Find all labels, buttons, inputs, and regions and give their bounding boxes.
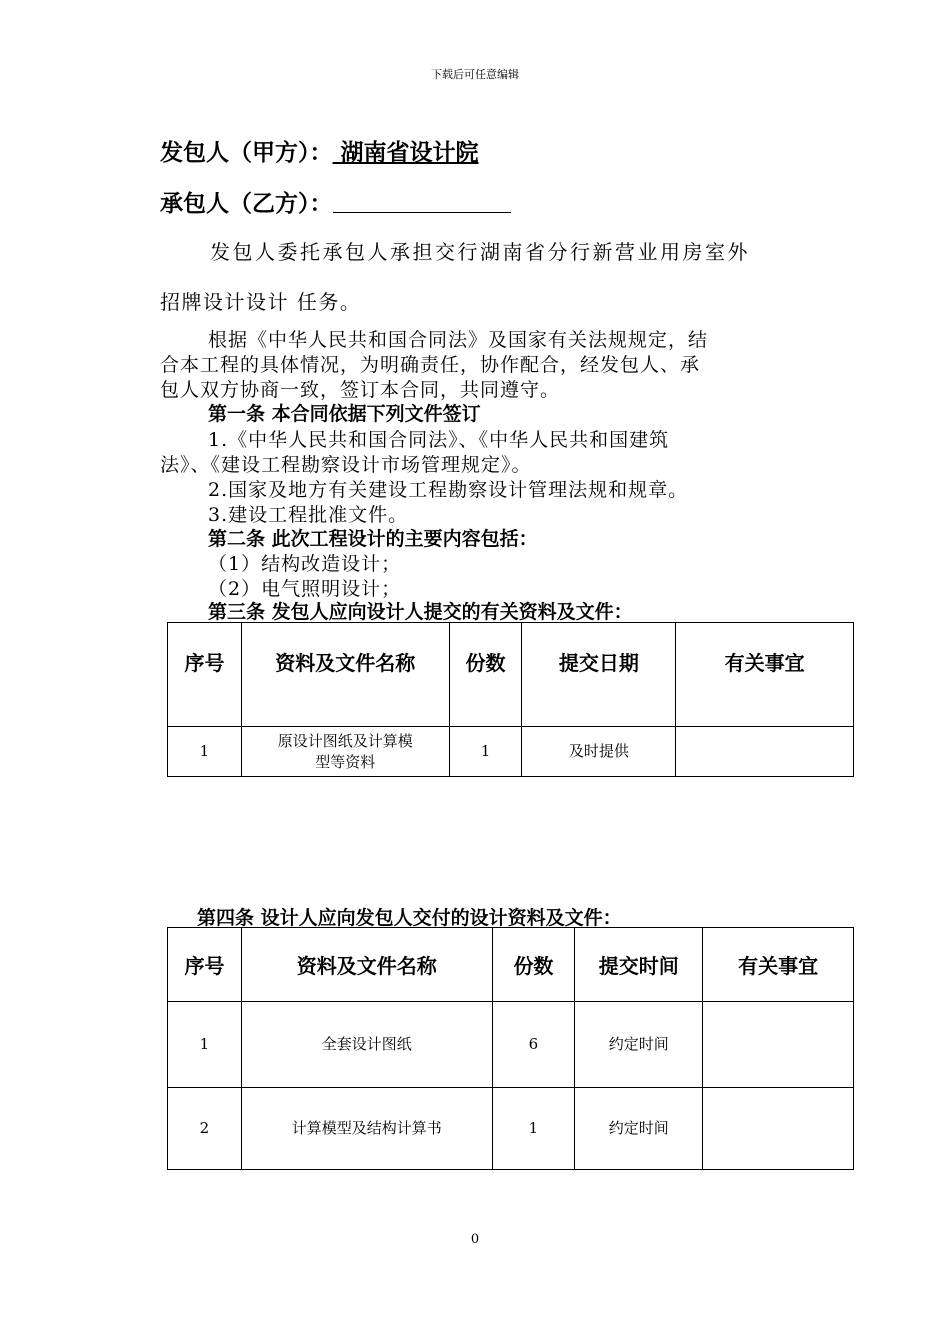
cell-no: 2 bbox=[168, 1088, 242, 1170]
header-cell-name: 资料及文件名称 bbox=[241, 928, 492, 1002]
header-cell-notes: 有关事宜 bbox=[676, 623, 854, 727]
article-1-item-2: 2.国家及地方有关建设工程勘察设计管理法规和规章。 bbox=[208, 479, 689, 501]
article-4-title: 第四条 设计人应向发包人交付的设计资料及文件： bbox=[197, 907, 622, 929]
party-b-line bbox=[160, 185, 511, 218]
cell-no: 1 bbox=[168, 727, 242, 777]
cell-notes bbox=[703, 1088, 854, 1170]
cell-time: 约定时间 bbox=[575, 1088, 703, 1170]
party-b-label: 承包人（乙方）： bbox=[160, 191, 333, 217]
header-cell-copies: 份数 bbox=[449, 623, 522, 727]
table-row bbox=[168, 1002, 854, 1088]
header-cell-date: 提交日期 bbox=[522, 623, 676, 727]
cell-copies: 6 bbox=[492, 1002, 575, 1088]
cell-name-line-1: 原设计图纸及计算模 bbox=[277, 731, 413, 750]
party-a-value: 湖南省设计院 bbox=[332, 140, 479, 166]
article-3-title: 第三条 发包人应向设计人提交的有关资料及文件： bbox=[208, 601, 633, 623]
party-a-line bbox=[160, 134, 479, 167]
article-1-item-3: 3.建设工程批准文件。 bbox=[208, 504, 409, 526]
cell-date: 及时提供 bbox=[522, 727, 676, 777]
cell-name: 计算模型及结构计算书 bbox=[241, 1088, 492, 1170]
article-3-table bbox=[167, 622, 854, 777]
cell-time: 约定时间 bbox=[575, 1002, 703, 1088]
party-b-blank bbox=[333, 192, 511, 213]
article-1-item-1-line-2: 法》、《建设工程勘察设计市场管理规定》。 bbox=[160, 454, 532, 476]
header-cell-no: 序号 bbox=[168, 928, 242, 1002]
article-2-item-2: （2）电气照明设计； bbox=[208, 578, 402, 600]
basis-line-1: 根据《中华人民共和国合同法》及国家有关法规规定，结 bbox=[208, 329, 709, 351]
cell-notes bbox=[676, 727, 854, 777]
header-cell-notes: 有关事宜 bbox=[703, 928, 854, 1002]
cell-name-line-2: 型等资料 bbox=[315, 752, 376, 771]
header-cell-no: 序号 bbox=[168, 623, 242, 727]
party-a-label: 发包人（甲方）： bbox=[160, 140, 333, 166]
header-cell-name: 资料及文件名称 bbox=[241, 623, 449, 727]
table-row bbox=[168, 1088, 854, 1170]
article-1-title: 第一条 本合同依据下列文件签订 bbox=[208, 403, 481, 425]
page-number: 0 bbox=[470, 1232, 480, 1247]
article-2-item-1: （1）结构改造设计； bbox=[208, 553, 402, 575]
header-cell-time: 提交时间 bbox=[575, 928, 703, 1002]
table-header-row bbox=[168, 623, 854, 727]
article-1-item-1-line-1: 1.《中华人民共和国合同法》、《中华人民共和国建筑 bbox=[208, 429, 670, 451]
header-cell-copies: 份数 bbox=[492, 928, 575, 1002]
basis-line-3: 包人双方协商一致，签订本合同，共同遵守。 bbox=[160, 379, 561, 401]
intro-line-1: 发包人委托承包人承担交行湖南省分行新营业用房室外 bbox=[210, 240, 750, 264]
table-row bbox=[168, 727, 854, 777]
article-2-title: 第二条 此次工程设计的主要内容包括： bbox=[208, 528, 538, 550]
intro-line-2: 招牌设计设计 任务。 bbox=[160, 290, 362, 314]
cell-notes bbox=[703, 1002, 854, 1088]
cell-name bbox=[241, 727, 449, 777]
cell-no: 1 bbox=[168, 1002, 242, 1088]
table-header-row bbox=[168, 928, 854, 1002]
cell-copies: 1 bbox=[492, 1088, 575, 1170]
cell-copies: 1 bbox=[449, 727, 522, 777]
basis-line-2: 合本工程的具体情况，为明确责任，协作配合，经发包人、承 bbox=[160, 354, 701, 376]
cell-name: 全套设计图纸 bbox=[241, 1002, 492, 1088]
article-4-table bbox=[167, 927, 854, 1170]
page-header: 下载后可任意编辑 bbox=[431, 68, 519, 81]
